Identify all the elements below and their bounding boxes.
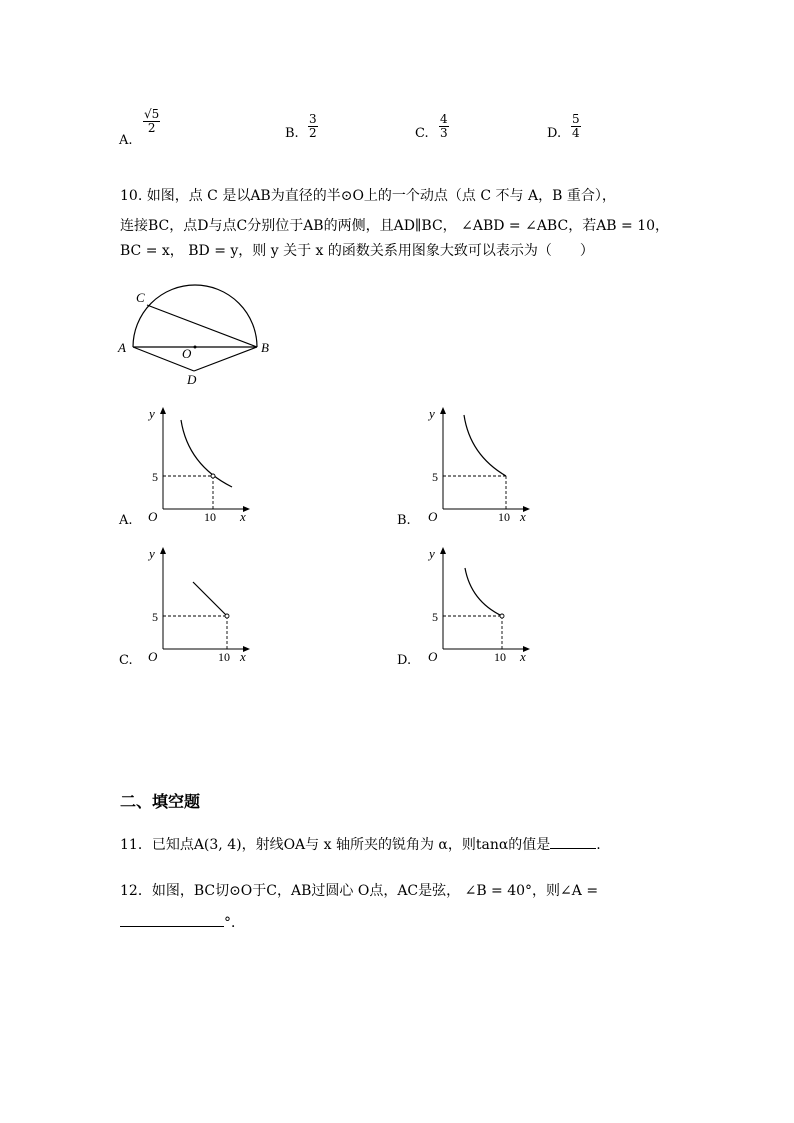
q9-option-b-label: B. xyxy=(285,126,299,141)
tick-10: 10 xyxy=(218,650,230,664)
y-label: y xyxy=(429,406,435,421)
graph-c-label: C. xyxy=(119,653,133,668)
tick-10: 10 xyxy=(204,510,216,524)
q10-line-3: BC = x， BD = y，则 y 关于 x 的函数关系用图象大致可以表示为（ ） xyxy=(120,243,594,259)
curve xyxy=(465,568,502,616)
curve xyxy=(181,420,232,487)
graph-b xyxy=(420,403,540,528)
chord-bc xyxy=(147,305,257,347)
q12-answer-blank[interactable] xyxy=(120,926,224,927)
q9-option-a-fraction xyxy=(143,108,160,135)
q9-option-d-numerator: 5 xyxy=(572,112,580,126)
q10-line-2: 连接BC，点D与点C分别位于AB的两侧，且AD∥BC， ∠ABD = ∠ABC，若AB = 10， xyxy=(120,218,670,234)
tick-10: 10 xyxy=(494,650,506,664)
q9-option-a-denominator: 2 xyxy=(143,121,160,135)
y-axis-arrow xyxy=(160,547,166,554)
q9-option-c-label: C. xyxy=(415,126,429,141)
x-label: x xyxy=(240,649,246,664)
open-point xyxy=(225,614,229,618)
origin-label: O xyxy=(428,509,438,524)
label-c: C xyxy=(136,290,145,305)
q11-end: . xyxy=(596,837,601,853)
q9-option-d-denominator: 4 xyxy=(572,126,580,140)
tick-5: 5 xyxy=(432,610,438,624)
open-point xyxy=(211,474,215,478)
open-point xyxy=(500,614,504,618)
y-axis-arrow xyxy=(440,547,446,554)
y-label: y xyxy=(149,546,155,561)
label-o: O xyxy=(182,346,192,361)
q9-option-c-numerator: 4 xyxy=(440,112,448,126)
tick-10: 10 xyxy=(498,510,510,524)
tick-5: 5 xyxy=(152,610,158,624)
q11-answer-blank[interactable] xyxy=(550,848,596,849)
origin-label: O xyxy=(428,649,438,664)
q12-line-2 xyxy=(120,914,245,932)
q9-option-c-denominator: 3 xyxy=(440,126,448,140)
graph-b-label: B. xyxy=(397,513,411,528)
y-axis-arrow xyxy=(160,407,166,414)
q11-text: 11．已知点A(3, 4)，射线OA与 x 轴所夹的锐角为 α，则tanα的值是 xyxy=(120,837,551,853)
label-a: A xyxy=(118,340,126,355)
label-b: B xyxy=(261,340,269,355)
label-d: D xyxy=(187,372,197,387)
y-axis-arrow xyxy=(440,407,446,414)
graph-a xyxy=(140,403,260,528)
graph-d xyxy=(420,543,540,668)
q12-end: °． xyxy=(224,915,245,931)
straight-line xyxy=(193,582,227,616)
graph-c xyxy=(140,543,260,668)
semicircle-arc xyxy=(133,285,257,347)
center-point xyxy=(194,346,197,349)
origin-label: O xyxy=(148,509,158,524)
origin-label: O xyxy=(148,649,158,664)
q9-option-b-denominator: 2 xyxy=(309,126,317,140)
x-label: x xyxy=(520,649,526,664)
q9-option-d-label: D. xyxy=(547,126,562,141)
y-label: y xyxy=(149,406,155,421)
q12-line-1: 12．如图，BC切⊙O于C，AB过圆心 O点，AC是弦， ∠B = 40°，则∠A = xyxy=(120,883,599,899)
q11-line xyxy=(120,836,601,854)
graph-d-label: D. xyxy=(397,653,412,668)
x-label: x xyxy=(240,509,246,524)
q10-semicircle-figure xyxy=(110,280,285,390)
q9-option-d-fraction xyxy=(571,113,581,140)
q9-option-b-fraction xyxy=(308,113,318,140)
y-label: y xyxy=(429,546,435,561)
segment-bd xyxy=(194,347,257,371)
curve xyxy=(464,415,506,476)
tick-5: 5 xyxy=(152,470,158,484)
graph-a-label: A. xyxy=(119,513,133,528)
section-heading: 二、填空题 xyxy=(120,792,201,811)
tick-5: 5 xyxy=(432,470,438,484)
q9-option-b-numerator: 3 xyxy=(309,112,317,126)
q10-line-1: 10. 如图，点 C 是以AB为直径的半⊙O上的一个动点（点 C 不与 A，B 重合）， xyxy=(120,188,616,204)
x-label: x xyxy=(520,509,526,524)
q9-option-a-numerator: √5 xyxy=(144,107,160,121)
q9-option-a-label: A. xyxy=(119,133,133,148)
q9-option-c-fraction xyxy=(439,113,449,140)
